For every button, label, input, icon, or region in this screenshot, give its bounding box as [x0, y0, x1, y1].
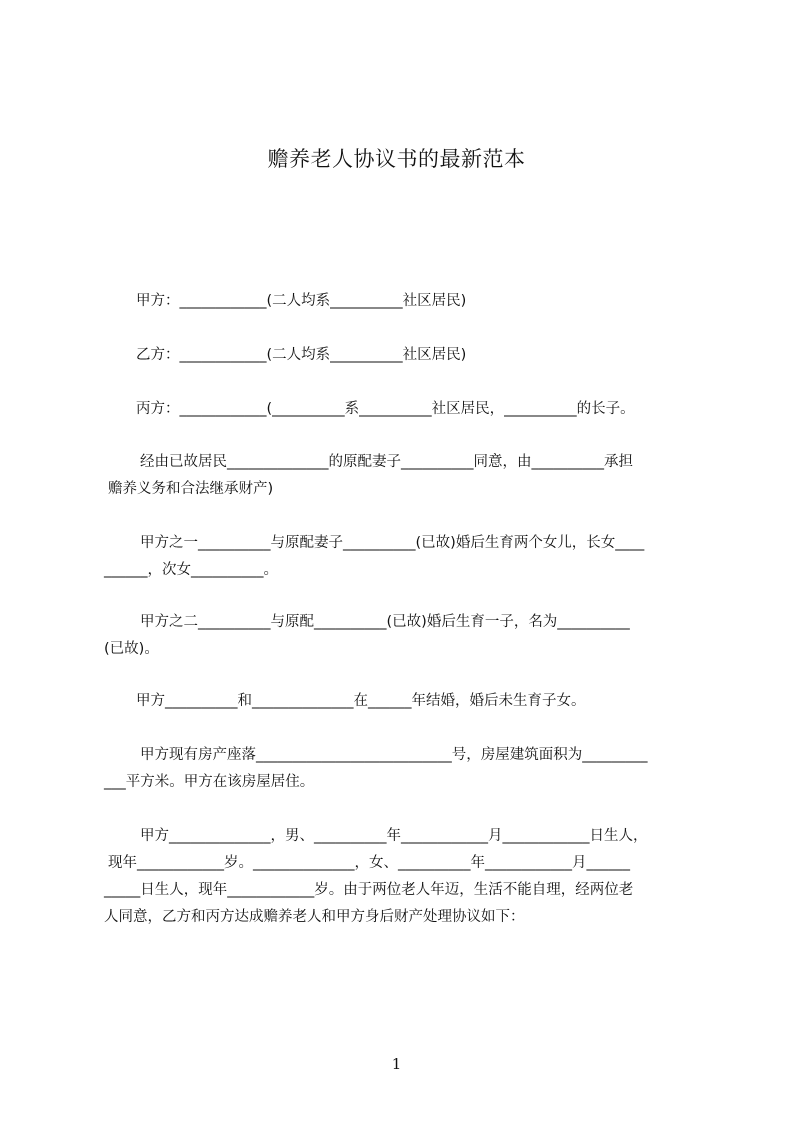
details-paragraph-line-4: 人同意，乙方和丙方达成赡养老人和甲方身后财产处理协议如下： — [104, 909, 525, 925]
party-a-two-paragraph-line-2: (已故)。 — [104, 641, 159, 657]
page-number: 1 — [391, 1055, 402, 1073]
party-a-line: 甲方：____________(二人均系__________社区居民) — [136, 293, 467, 309]
property-paragraph-line-2: ___平方米。甲方在该房屋居住。 — [104, 774, 315, 790]
details-paragraph-line-2: 现年____________岁。______________，女、__________年____________月______ — [108, 855, 630, 871]
marriage-paragraph: 甲方__________和______________在______年结婚，婚后未生育子女。 — [136, 693, 586, 709]
party-b-line: 乙方：____________(二人均系__________社区居民) — [136, 347, 467, 363]
party-a-one-paragraph-line-2: ______，次女__________。 — [104, 562, 278, 578]
consent-paragraph-line-2: 赡养义务和合法继承财产) — [108, 481, 274, 497]
party-c-line: 丙方：____________(__________系__________社区居民，__________的长子。 — [136, 401, 635, 417]
property-paragraph-line-1: 甲方现有房产座落___________________________号，房屋建筑面积为_________ — [140, 747, 648, 763]
details-paragraph-line-3: _____日生人，现年____________岁。由于两位老人年迈，生活不能自理，经两位老 — [104, 882, 634, 898]
consent-paragraph-line-1: 经由已故居民______________的原配妻子__________同意，由__________承担 — [140, 454, 633, 470]
party-a-one-paragraph-line-1: 甲方之一__________与原配妻子__________(已故)婚后生育两个女儿，长女____ — [140, 535, 645, 551]
details-paragraph-line-1: 甲方______________，男、__________年____________月____________日生人， — [140, 828, 648, 844]
document-title: 赡养老人协议书的最新范本 — [267, 147, 526, 171]
party-a-two-paragraph-line-1: 甲方之二__________与原配__________(已故)婚后生育一子，名为__________ — [140, 614, 630, 630]
